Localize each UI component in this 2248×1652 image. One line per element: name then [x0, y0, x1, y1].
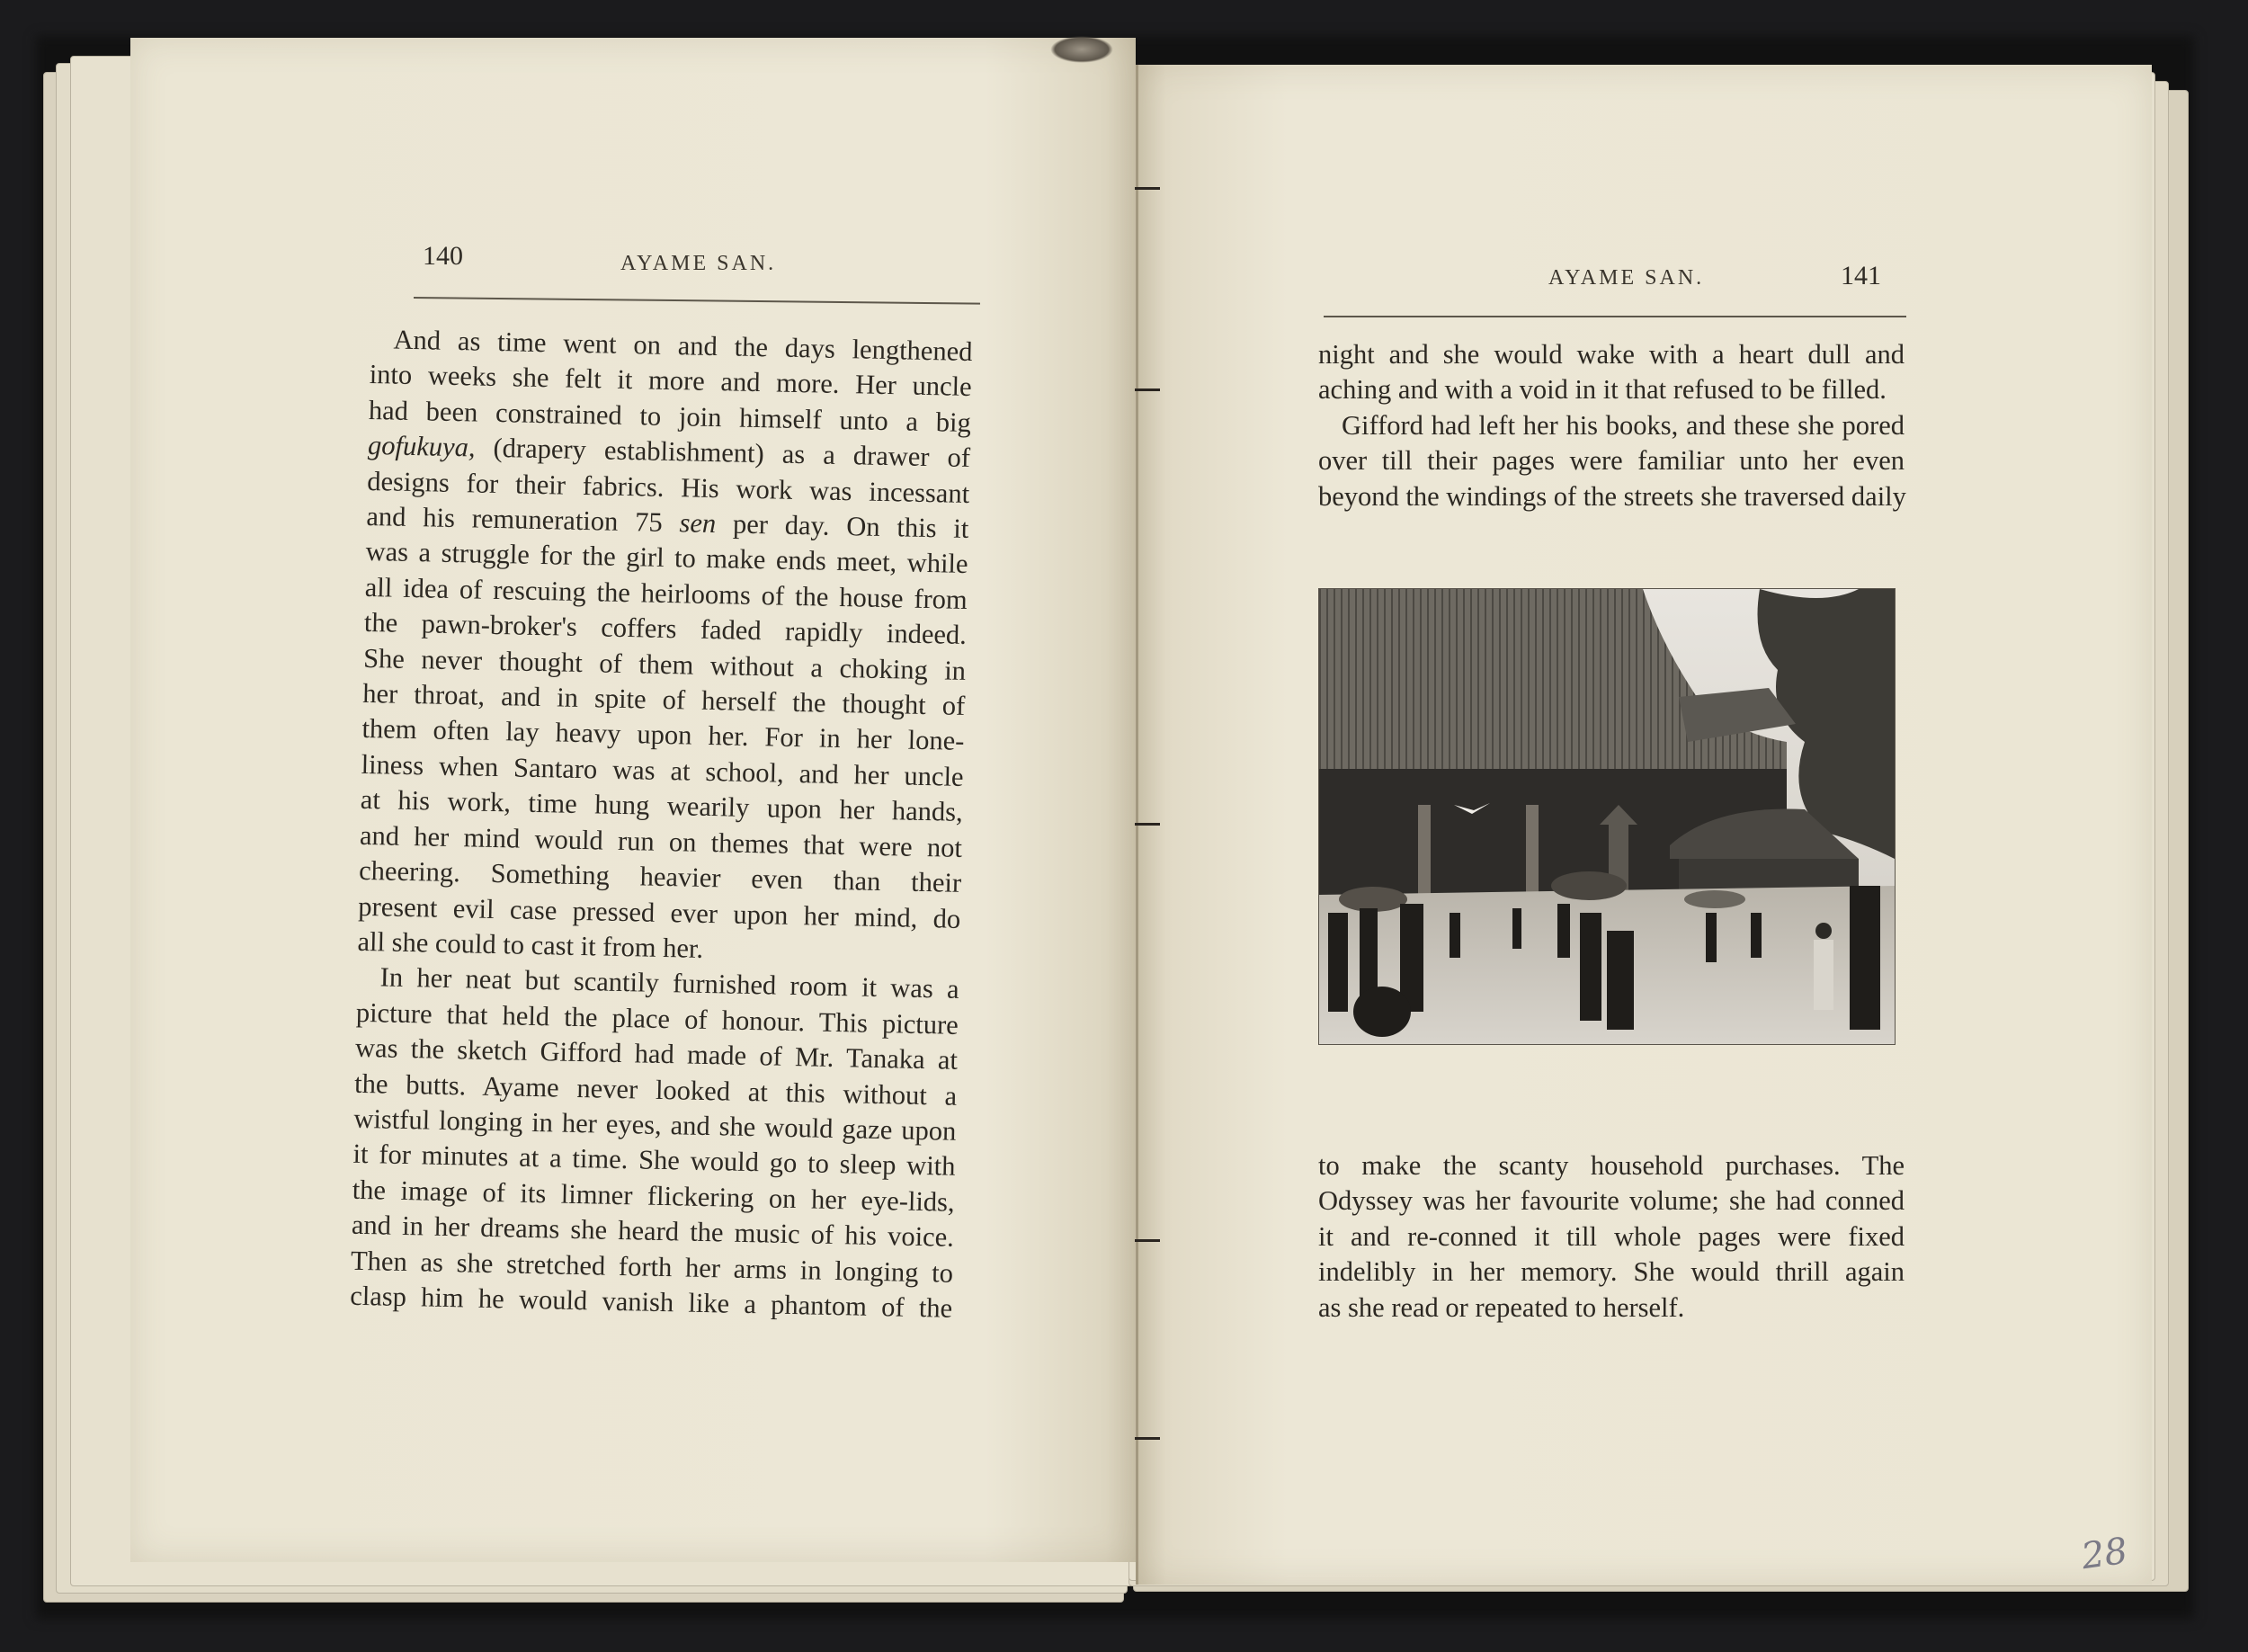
left-page-body	[350, 322, 973, 1326]
text-line: it for minutes at a time. She would go to sleep with	[352, 1139, 956, 1183]
text-line: it and re-conned it till whole pages were fixed	[1318, 1220, 1905, 1252]
running-head-right: AYAME SAN.	[1548, 266, 1705, 290]
text-line: them often lay heavy upon her. For in her lone-	[361, 713, 965, 757]
text-line: designs for their fabrics. His work was incessant	[366, 465, 970, 509]
text-line: had been constrained to join himself unto a big	[368, 394, 972, 438]
binding-stitch	[1135, 1239, 1160, 1242]
temple-photograph-image	[1319, 589, 1895, 1044]
text-line: all she could to cast it from her.	[357, 925, 704, 964]
temple-photograph	[1318, 588, 1896, 1045]
text-line: was a struggle for the girl to make ends meet, while	[365, 536, 968, 580]
text-line: all idea of rescuing the heirlooms of the house from	[364, 571, 968, 615]
binding-stitch	[1135, 1437, 1160, 1440]
binding-stitch	[1135, 823, 1160, 826]
right-page-body-bottom	[1318, 1148, 1905, 1326]
text-line: into weeks she felt it more and more. Her uncle	[369, 359, 972, 403]
text-line: over till their pages were familiar unto her even	[1318, 445, 1905, 477]
text-line: beyond the windings of the streets she traversed daily	[1318, 480, 1906, 512]
handwritten-folio-number: 28	[2079, 1530, 2130, 1578]
text-line: the pawn-broker's coffers faded rapidly indeed.	[363, 607, 968, 651]
text-line: as she read or repeated to herself.	[1318, 1291, 1685, 1323]
text-line-segment: per day. On this it	[715, 508, 969, 545]
text-line: And as time went on and the days lengthened	[393, 324, 973, 368]
italic-term: sen	[679, 507, 717, 540]
binding-stitch	[1135, 388, 1160, 391]
text-line: to make the scanty household purchases. The	[1318, 1150, 1905, 1181]
page-number-left: 140	[423, 241, 463, 271]
text-line: cheering. Something heavier even than their	[358, 854, 962, 898]
text-line-segment: (drapery establishment) as a drawer of	[475, 432, 971, 474]
text-line: clasp him he would vanish like a phantom of the	[349, 1280, 953, 1324]
text-line: aching and with a void in it that refused to be filled.	[1318, 374, 1887, 406]
text-line: present evil case pressed ever upon her mind, do	[358, 890, 961, 934]
text-line: In her neat but scantily furnished room it was a	[379, 961, 959, 1005]
binding-stitch	[1135, 187, 1160, 190]
running-head-left: AYAME SAN.	[620, 252, 777, 275]
text-line: Odyssey was her favourite volume; she had conned	[1318, 1185, 1905, 1217]
text-line: the butts. Ayame never looked at this without a	[353, 1067, 958, 1112]
text-line: picture that held the place of honour. This picture	[355, 996, 959, 1040]
text-line: and her mind would run on themes that were not	[359, 819, 963, 863]
text-line: at his work, time hung wearily upon her hands,	[360, 784, 964, 828]
header-rule-right	[1324, 316, 1906, 317]
text-line-segment: and his remuneration 75	[366, 500, 680, 539]
binding-thread	[1050, 36, 1113, 63]
text-line: Gifford had left her his books, and these she pored	[1342, 409, 1905, 441]
text-line: night and she would wake with a heart dull and	[1318, 339, 1905, 370]
text-line: and in her dreams she heard the music of his voice.	[351, 1209, 955, 1253]
page-number-right: 141	[1841, 261, 1881, 290]
text-line: the image of its limner flickering on her eye-lids,	[352, 1174, 956, 1218]
right-page-body-top	[1318, 337, 1905, 514]
text-line: her throat, and in spite of herself the thought of	[361, 677, 966, 721]
text-line: liness when Santaro was at school, and her uncle	[361, 748, 964, 792]
text-line: She never thought of them without a choking in	[362, 642, 967, 686]
text-line: Then as she stretched forth her arms in longing to	[350, 1245, 954, 1289]
text-line: indelibly in her memory. She would thrill again	[1318, 1256, 1905, 1288]
italic-term: gofukuya,	[367, 430, 476, 463]
text-line: was the sketch Gifford had made of Mr. Tanaka at	[354, 1031, 959, 1076]
text-line: wistful longing in her eyes, and she would gaze upon	[353, 1103, 957, 1147]
